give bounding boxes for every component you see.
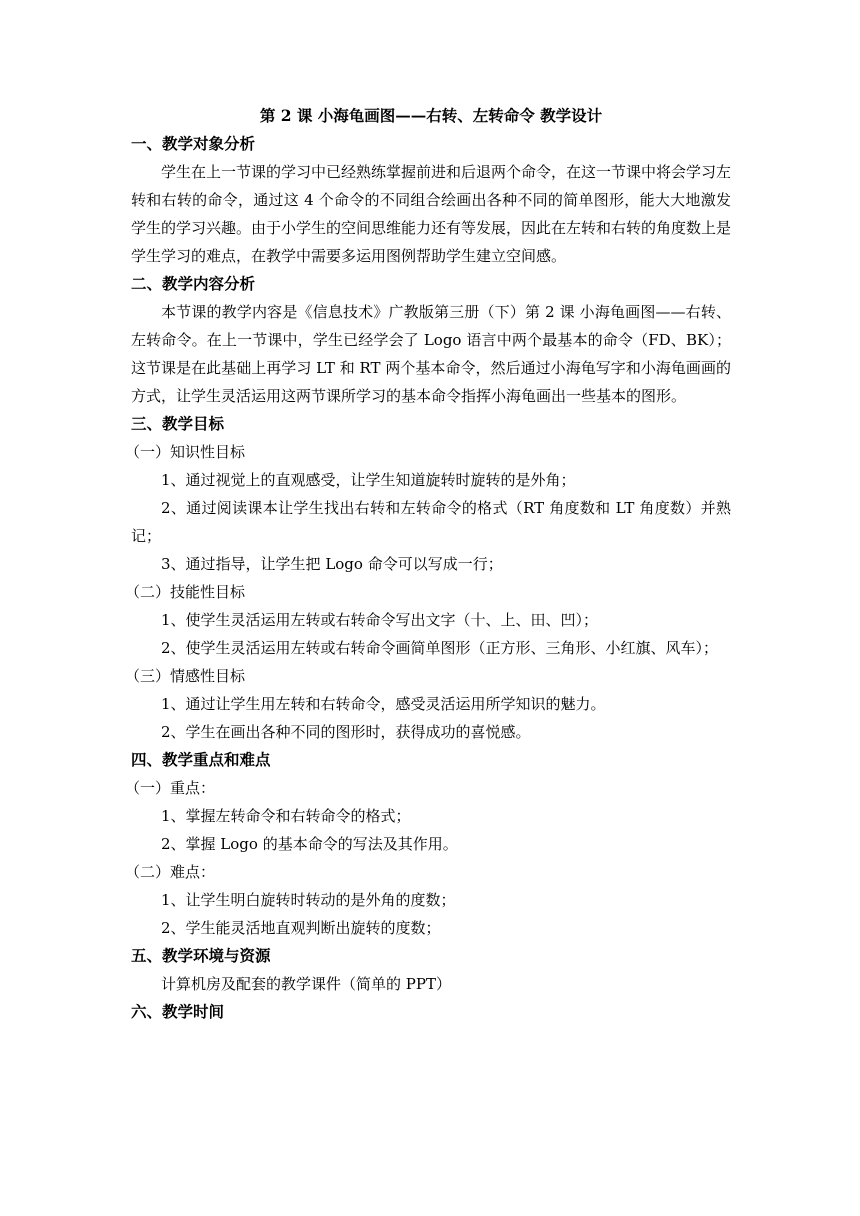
list-item: 2、学生在画出各种不同的图形时，获得成功的喜悦感。 (161, 723, 531, 741)
list-item: 1、掌握左转命令和右转命令的格式； (161, 807, 411, 825)
section-heading-6: 六、教学时间 (131, 1003, 225, 1021)
section-line-5: 计算机房及配套的教学课件（简单的 PPT） (161, 975, 451, 993)
list-item: 2、掌握 Logo 的基本命令的写法及其作用。 (161, 835, 458, 853)
section-heading-1: 一、教学对象分析 (131, 135, 256, 153)
section-heading-2: 二、教学内容分析 (131, 275, 256, 293)
list-item: 1、让学生明白旋转时转动的是外角的度数； (161, 891, 456, 909)
subsection-label: （一）重点： (125, 779, 216, 797)
subsection-label: （二）技能性目标 (125, 583, 246, 601)
list-item: 1、通过视觉上的直观感受，让学生知道旋转时旋转的是外角； (161, 471, 576, 489)
subsection-label: （一）知识性目标 (125, 443, 246, 461)
list-item: 1、使学生灵活运用左转或右转命令写出文字（十、上、田、凹）； (161, 611, 599, 629)
document-body (125, 130, 732, 1026)
section-paragraph-2: 本节课的教学内容是《信息技术》广教版第三册（下）第 2 课 小海龟画图——右转、左转命令。在上一节课中，学生已经学会了 Logo 语言中两个最基本的命令（FD、BK）；这节课是在此基础上再学习 LT 和 RT 两个基本命令，然后通过小海龟写字和小海龟画画的方式，让学生灵活运用这两节课所学习的基本命令指挥小海龟画出一些基本的图形。 (131, 303, 731, 405)
list-item: 3、通过指导，让学生把 Logo 命令可以写成一行； (161, 555, 503, 573)
subsection-label: （二）难点： (125, 863, 216, 881)
list-item: 2、通过阅读课本让学生找出右转和左转命令的格式（RT 角度数和 LT 角度数）并熟记； (131, 499, 731, 545)
section-heading-3: 三、教学目标 (131, 415, 225, 433)
list-item: 2、学生能灵活地直观判断出旋转的度数； (161, 919, 441, 937)
list-item: 2、使学生灵活运用左转或右转命令画简单图形（正方形、三角形、小红旗、风车）； (161, 639, 719, 657)
section-paragraph-1: 学生在上一节课的学习中已经熟练掌握前进和后退两个命令，在这一节课中将会学习左转和右转的命令，通过这 4 个命令的不同组合绘画出各种不同的简单图形，能大大地激发学生的学习兴趣。由于小学生的空间思维能力还有等发展，因此在左转和右转的角度数上是学生学习的难点，在教学中需要多运用图例帮助学生建立空间感。 (131, 163, 732, 265)
list-item: 1、通过让学生用左转和右转命令，感受灵活运用所学知识的魅力。 (161, 695, 606, 713)
subsection-label: （三）情感性目标 (125, 667, 246, 685)
section-heading-5: 五、教学环境与资源 (131, 947, 271, 965)
document-title: 第 2 课 小海龟画图——右转、左转命令 教学设计 (259, 106, 603, 125)
section-heading-4: 四、教学重点和难点 (131, 751, 271, 769)
